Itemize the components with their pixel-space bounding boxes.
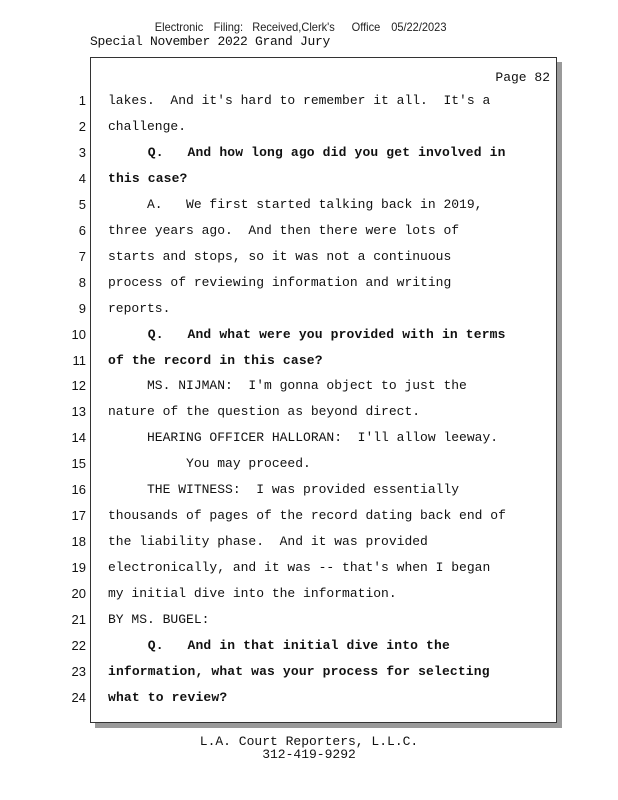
line-text: electronically, and it was -- that's when I began xyxy=(108,560,491,575)
line-text: HEARING OFFICER HALLORAN: I'll allow leeway. xyxy=(108,430,499,445)
line-number: 15 xyxy=(71,456,86,471)
line-number: 11 xyxy=(72,353,86,368)
line-text: BY MS. BUGEL: xyxy=(108,612,210,627)
line-text: this case? xyxy=(108,171,188,186)
filing-word-office: Office xyxy=(351,20,381,34)
line-text: three years ago. And then there were lots of xyxy=(108,223,460,238)
line-text: You may proceed. xyxy=(108,456,311,471)
line-text: the liability phase. And it was provided xyxy=(108,534,428,549)
line-text: A. We first started talking back in 2019, xyxy=(108,197,483,212)
line-text: Q. And in that initial dive into the xyxy=(108,638,450,653)
filing-date: 05/22/2023 xyxy=(391,20,447,34)
line-text: THE WITNESS: I was provided essentially xyxy=(108,482,460,497)
line-number: 10 xyxy=(71,327,86,342)
line-text: Q. And what were you provided with in terms xyxy=(108,327,506,342)
line-text: lakes. And it's hard to remember it all. It's a xyxy=(108,93,491,108)
line-number: 23 xyxy=(71,664,86,679)
line-text: nature of the question as beyond direct. xyxy=(108,404,421,419)
line-number: 19 xyxy=(71,560,86,575)
filing-word-filing: Filing: xyxy=(213,20,244,34)
line-text: process of reviewing information and writing xyxy=(108,275,452,290)
page-number: Page 82 xyxy=(495,70,550,85)
filing-word-received: Received,Clerk's xyxy=(252,20,335,34)
line-number: 2 xyxy=(78,119,86,134)
footer-phone: 312-419-9292 xyxy=(262,747,356,762)
line-number: 1 xyxy=(78,93,86,108)
line-text: MS. NIJMAN: I'm gonna object to just the xyxy=(108,378,467,393)
line-number: 5 xyxy=(78,197,86,212)
line-number: 6 xyxy=(78,223,86,238)
line-text: thousands of pages of the record dating back end of xyxy=(108,508,506,523)
line-number: 12 xyxy=(71,378,86,393)
line-number: 4 xyxy=(78,171,86,186)
line-number: 3 xyxy=(78,145,86,160)
line-text: reports. xyxy=(108,301,171,316)
line-number: 8 xyxy=(78,275,86,290)
filing-word-electronic: Electronic xyxy=(154,20,204,34)
line-number: 20 xyxy=(71,586,86,601)
line-text: information, what was your process for selecting xyxy=(108,664,490,679)
line-text: my initial dive into the information. xyxy=(108,586,397,601)
line-text: challenge. xyxy=(108,119,187,134)
footer-company: L.A. Court Reporters, L.L.C. xyxy=(199,734,419,749)
line-number: 21 xyxy=(71,612,86,627)
line-number: 24 xyxy=(71,690,86,705)
line-text: of the record in this case? xyxy=(108,353,323,368)
line-text: what to review? xyxy=(108,690,228,705)
line-number: 22 xyxy=(71,638,86,653)
line-number: 16 xyxy=(71,482,86,497)
line-number: 7 xyxy=(78,249,86,264)
grand-jury-title: Special November 2022 Grand Jury xyxy=(90,34,331,49)
line-number: 18 xyxy=(71,534,86,549)
line-number: 17 xyxy=(71,508,86,523)
line-number: 9 xyxy=(78,301,86,316)
line-text: Q. And how long ago did you get involved in xyxy=(108,145,506,160)
line-number: 13 xyxy=(71,404,86,419)
line-number: 14 xyxy=(71,430,86,445)
line-text: starts and stops, so it was not a continuous xyxy=(108,249,452,264)
